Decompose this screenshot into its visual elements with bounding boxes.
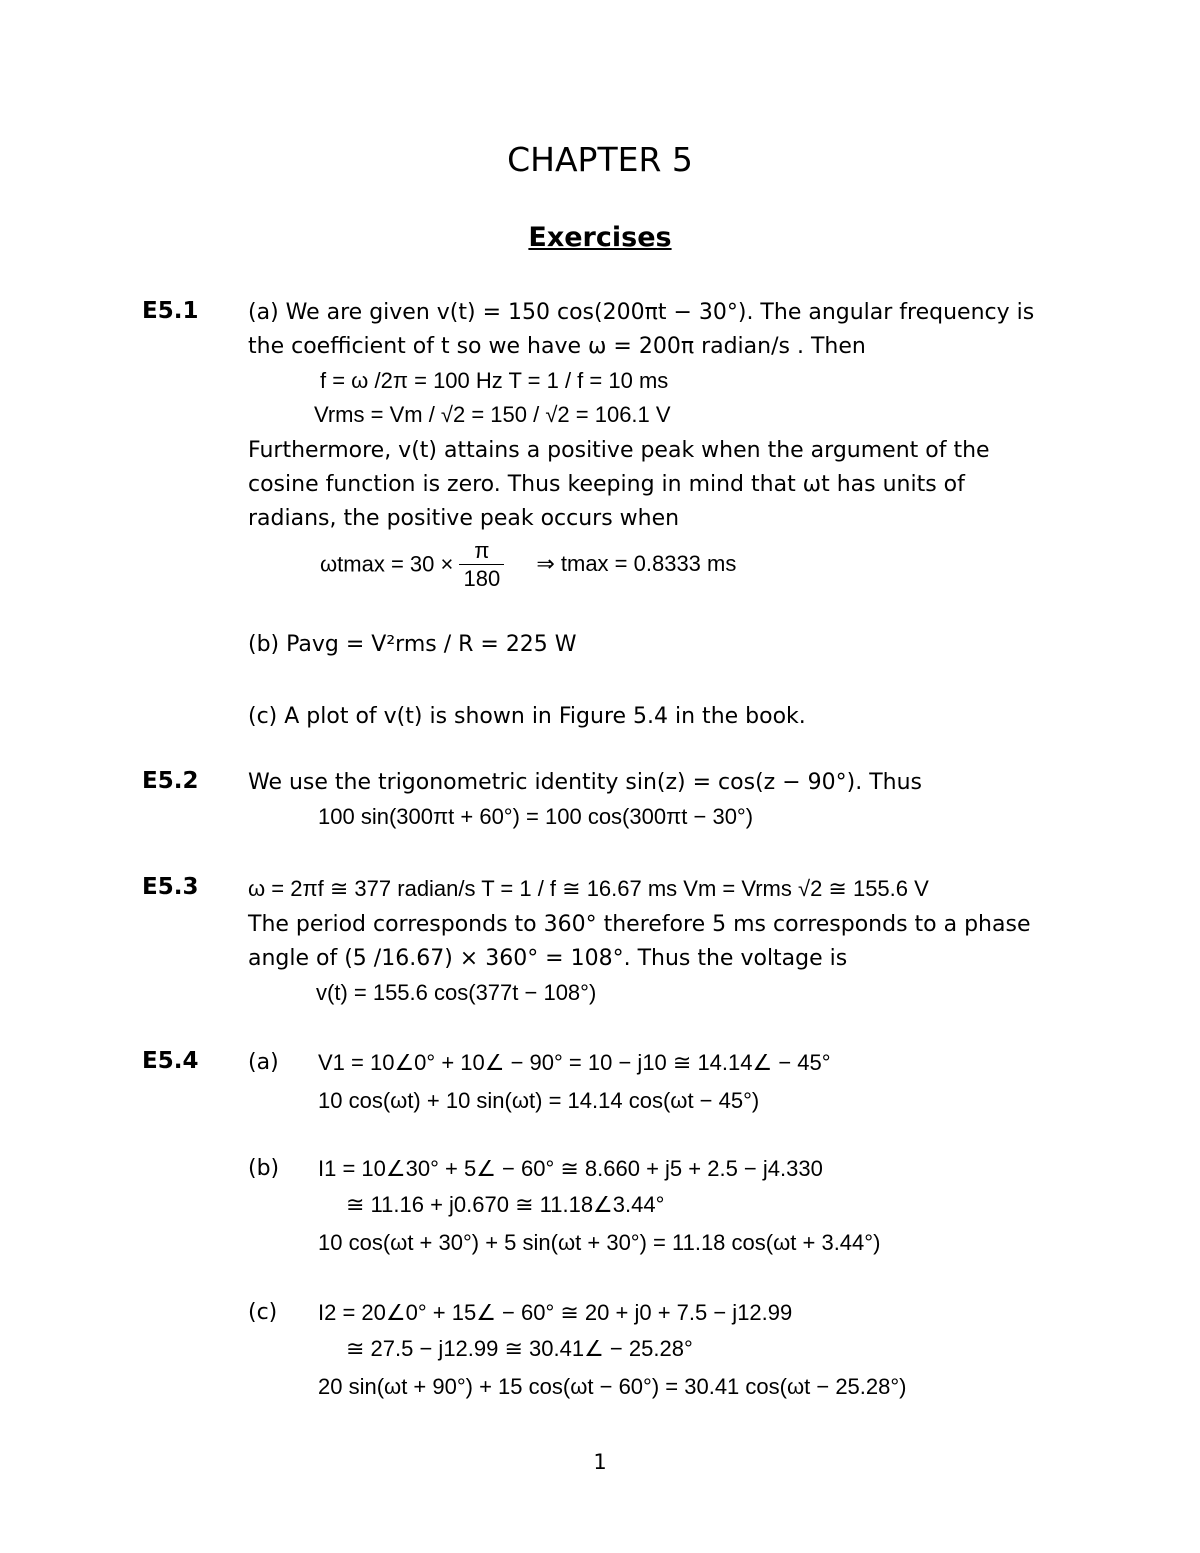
exercise-label-e5-2: E5.2 xyxy=(142,768,199,794)
e5-1-tmax-right: ⇒ tmax = 0.8333 ms xyxy=(536,551,737,577)
e5-1-equation-rms: Vrms = Vm / √2 = 150 / √2 = 106.1 V xyxy=(314,402,671,427)
e5-1-text-line2: the coefficient of t so we have ω = 200π radian/s . Then xyxy=(248,334,866,359)
e5-4-c-equation3: 20 sin(ωt + 90°) + 15 cos(ωt − 60°) = 30.41 cos(ωt − 25.28°) xyxy=(318,1374,907,1399)
e5-3-equation-voltage: v(t) = 155.6 cos(377t − 108°) xyxy=(316,980,597,1005)
e5-4-b-equation3: 10 cos(ωt + 30°) + 5 sin(ωt + 30°) = 11.18 cos(ωt + 3.44°) xyxy=(318,1230,881,1255)
e5-1-equation-tmax xyxy=(320,538,736,593)
e5-4-part-c-label: (c) xyxy=(248,1300,278,1325)
exercise-label-e5-4: E5.4 xyxy=(142,1048,199,1074)
fraction-numerator: π xyxy=(459,538,504,565)
e5-1-text-line4: cosine function is zero. Thus keeping in mind that ωt has units of xyxy=(248,472,965,497)
e5-2-equation: 100 sin(300πt + 60°) = 100 cos(300πt − 30°) xyxy=(318,804,754,829)
e5-4-part-b-label: (b) xyxy=(248,1156,280,1181)
exercise-label-e5-1: E5.1 xyxy=(142,298,199,324)
e5-3-text-line2: angle of (5 /16.67) × 360° = 108°. Thus the voltage is xyxy=(248,946,848,971)
chapter-title: CHAPTER 5 xyxy=(507,140,693,179)
e5-1-tmax-left: ωtmax = 30 × xyxy=(320,551,454,577)
e5-4-b-equation1: I1 = 10∠30° + 5∠ − 60° ≅ 8.660 + j5 + 2.5 − j4.330 xyxy=(318,1156,823,1181)
e5-4-c-equation1: I2 = 20∠0° + 15∠ − 60° ≅ 20 + j0 + 7.5 − j12.99 xyxy=(318,1300,793,1325)
page-number: 1 xyxy=(593,1450,607,1474)
e5-1-text-line1: (a) We are given v(t) = 150 cos(200πt − 30°). The angular frequency is xyxy=(248,300,1035,325)
exercise-label-e5-3: E5.3 xyxy=(142,874,199,900)
e5-1-part-b: (b) Pavg = V²rms / R = 225 W xyxy=(248,632,577,657)
e5-1-part-c: (c) A plot of v(t) is shown in Figure 5.4 in the book. xyxy=(248,704,806,729)
e5-1-tmax-fraction xyxy=(459,538,504,593)
e5-3-equation-values: ω = 2πf ≅ 377 radian/s T = 1 / f ≅ 16.67 ms Vm = Vrms √2 ≅ 155.6 V xyxy=(248,876,929,901)
e5-4-b-equation2: ≅ 11.16 + j0.670 ≅ 11.18∠3.44° xyxy=(346,1192,665,1217)
e5-4-a-equation1: V1 = 10∠0° + 10∠ − 90° = 10 − j10 ≅ 14.14∠ − 45° xyxy=(318,1050,831,1075)
e5-2-text-line1: We use the trigonometric identity sin(z) = cos(z − 90°). Thus xyxy=(248,770,922,795)
e5-4-part-a-label: (a) xyxy=(248,1050,279,1075)
section-title: Exercises xyxy=(528,222,672,253)
e5-4-a-equation2: 10 cos(ωt) + 10 sin(ωt) = 14.14 cos(ωt − 45°) xyxy=(318,1088,760,1113)
fraction-denominator: 180 xyxy=(463,566,501,591)
e5-1-equation-frequency-period: f = ω /2π = 100 Hz T = 1 / f = 10 ms xyxy=(320,368,669,393)
e5-1-text-line5: radians, the positive peak occurs when xyxy=(248,506,680,531)
e5-3-text-line1: The period corresponds to 360° therefore 5 ms corresponds to a phase xyxy=(248,912,1031,937)
e5-4-c-equation2: ≅ 27.5 − j12.99 ≅ 30.41∠ − 25.28° xyxy=(346,1336,693,1361)
e5-1-text-line3: Furthermore, v(t) attains a positive peak when the argument of the xyxy=(248,438,990,463)
